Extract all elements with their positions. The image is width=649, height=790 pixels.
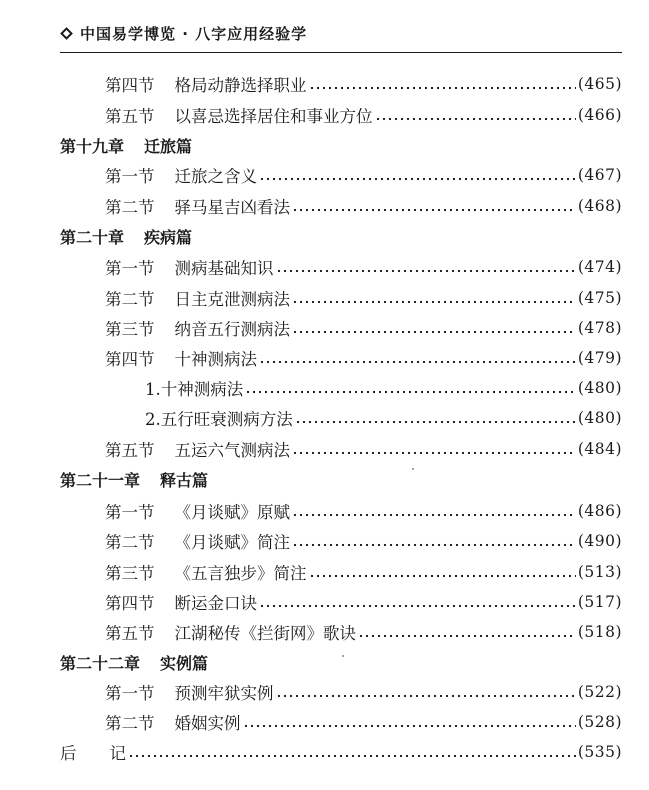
toc-page-number: (479) <box>577 349 622 367</box>
toc-entry-row <box>60 437 622 461</box>
dot-leader <box>309 574 576 578</box>
toc-title: 江湖秘传《拦街网》歌诀 <box>174 624 356 643</box>
toc-title: 日主克泄测病法 <box>174 290 290 309</box>
toc-entry-row <box>60 286 622 310</box>
toc-title: 测病基础知识 <box>174 259 274 278</box>
dot-leader <box>276 694 576 698</box>
dot-leader <box>276 269 576 273</box>
toc-entry-row <box>60 740 622 764</box>
dot-leader <box>259 360 576 364</box>
scan-speck <box>342 655 344 657</box>
toc-page-number: (484) <box>577 440 622 458</box>
toc-chapter-row <box>60 133 622 157</box>
toc-number: 第二节 <box>105 198 155 217</box>
dot-leader <box>358 634 576 638</box>
toc-title: 《月谈赋》简注 <box>174 533 290 552</box>
toc-page-number: (474) <box>577 258 622 276</box>
toc-page-number: (517) <box>577 593 622 611</box>
dot-leader <box>245 390 576 394</box>
toc-entry-row <box>60 72 622 96</box>
dot-leader <box>128 754 576 758</box>
toc-number: 第二十章 <box>60 227 125 247</box>
toc-number: 第五节 <box>105 107 155 126</box>
toc-number: 第四节 <box>105 76 155 95</box>
toc-title: 以喜忌选择居住和事业方位 <box>174 107 373 126</box>
toc-entry-row <box>60 103 622 127</box>
toc-page-number: (513) <box>577 563 622 581</box>
toc-entry-row <box>60 680 622 704</box>
toc-page-number: (486) <box>577 502 622 520</box>
toc-number: 第三节 <box>105 564 155 583</box>
toc-entry-row <box>60 163 622 187</box>
toc-entry-row <box>60 346 622 370</box>
toc-entry-row <box>60 406 622 430</box>
toc-entry-row <box>60 620 622 644</box>
toc-chapter-row <box>60 467 622 491</box>
toc-number: 第五节 <box>105 441 155 460</box>
toc-title: 预测牢狱实例 <box>174 684 274 703</box>
toc-title: 迁旅之含义 <box>174 167 257 186</box>
toc-title: 释古篇 <box>160 470 209 490</box>
dot-leader <box>259 177 576 181</box>
toc-title: 迁旅篇 <box>144 136 193 156</box>
toc-title: 实例篇 <box>160 653 209 673</box>
dot-leader <box>309 86 576 90</box>
toc-entry-row <box>60 316 622 340</box>
dot-leader <box>292 330 576 334</box>
toc-page-number: (535) <box>577 743 622 761</box>
toc-page-number: (465) <box>577 75 622 93</box>
dot-leader <box>243 724 576 728</box>
toc-number: 第二节 <box>105 290 155 309</box>
dot-leader <box>259 604 576 608</box>
toc-title: 1.十神测病法 <box>145 380 244 399</box>
book-title: 中国易学博览 · 八字应用经验学 <box>80 24 308 43</box>
toc-entry-row <box>60 376 622 400</box>
toc-page-number: (518) <box>577 623 622 641</box>
toc-entry-row <box>60 710 622 734</box>
dot-leader <box>292 300 576 304</box>
dot-leader <box>295 420 576 424</box>
toc-page-number: (468) <box>577 197 622 215</box>
toc-title: 五运六气测病法 <box>174 441 290 460</box>
toc-page-number: (480) <box>577 409 622 427</box>
toc-title: 十神测病法 <box>174 350 257 369</box>
toc-page-number: (522) <box>577 683 622 701</box>
toc-entry-row <box>60 560 622 584</box>
toc-number: 后 记 <box>60 744 126 763</box>
toc-number: 第三节 <box>105 320 155 339</box>
toc-page-number: (466) <box>577 106 622 124</box>
toc-entry-row <box>60 255 622 279</box>
scan-speck <box>412 468 414 470</box>
dot-leader <box>292 543 576 547</box>
toc-entry-row <box>60 194 622 218</box>
toc-number: 第十九章 <box>60 136 125 156</box>
toc-title: 断运金口诀 <box>174 594 257 613</box>
dot-leader <box>292 451 576 455</box>
toc-title: 婚姻实例 <box>174 714 241 733</box>
toc-number: 第四节 <box>105 594 155 613</box>
toc-title: 驿马星吉凶看法 <box>174 198 290 217</box>
toc-page-number: (467) <box>577 166 622 184</box>
toc-number: 第一节 <box>105 503 155 522</box>
dot-leader <box>292 513 576 517</box>
dot-leader <box>375 117 576 121</box>
toc-chapter-row <box>60 224 622 248</box>
toc-number: 第一节 <box>105 684 155 703</box>
toc-number: 第二十二章 <box>60 653 141 673</box>
toc-number: 第一节 <box>105 259 155 278</box>
toc-page-number: (480) <box>577 379 622 397</box>
toc-number: 第四节 <box>105 350 155 369</box>
toc-number: 第五节 <box>105 624 155 643</box>
toc-title: 疾病篇 <box>144 227 193 247</box>
toc-page-number: (528) <box>577 713 622 731</box>
toc-title: 纳音五行测病法 <box>174 320 290 339</box>
toc-entry-row <box>60 590 622 614</box>
toc-number: 第二节 <box>105 714 155 733</box>
toc-entry-row <box>60 499 622 523</box>
toc-number: 第一节 <box>105 167 155 186</box>
toc-title: 《月谈赋》原赋 <box>174 503 290 522</box>
toc-entry-row <box>60 529 622 553</box>
toc-page-number: (478) <box>577 319 622 337</box>
toc-number: 第二节 <box>105 533 155 552</box>
toc-chapter-row <box>60 650 622 674</box>
toc-title: 《五言独步》简注 <box>174 564 307 583</box>
toc-title: 2.五行旺衰测病方法 <box>145 410 293 429</box>
toc-page-number: (490) <box>577 532 622 550</box>
toc-page-number: (475) <box>577 289 622 307</box>
toc-title: 格局动静选择职业 <box>174 76 307 95</box>
toc-number: 第二十一章 <box>60 470 141 490</box>
dot-leader <box>292 208 576 212</box>
